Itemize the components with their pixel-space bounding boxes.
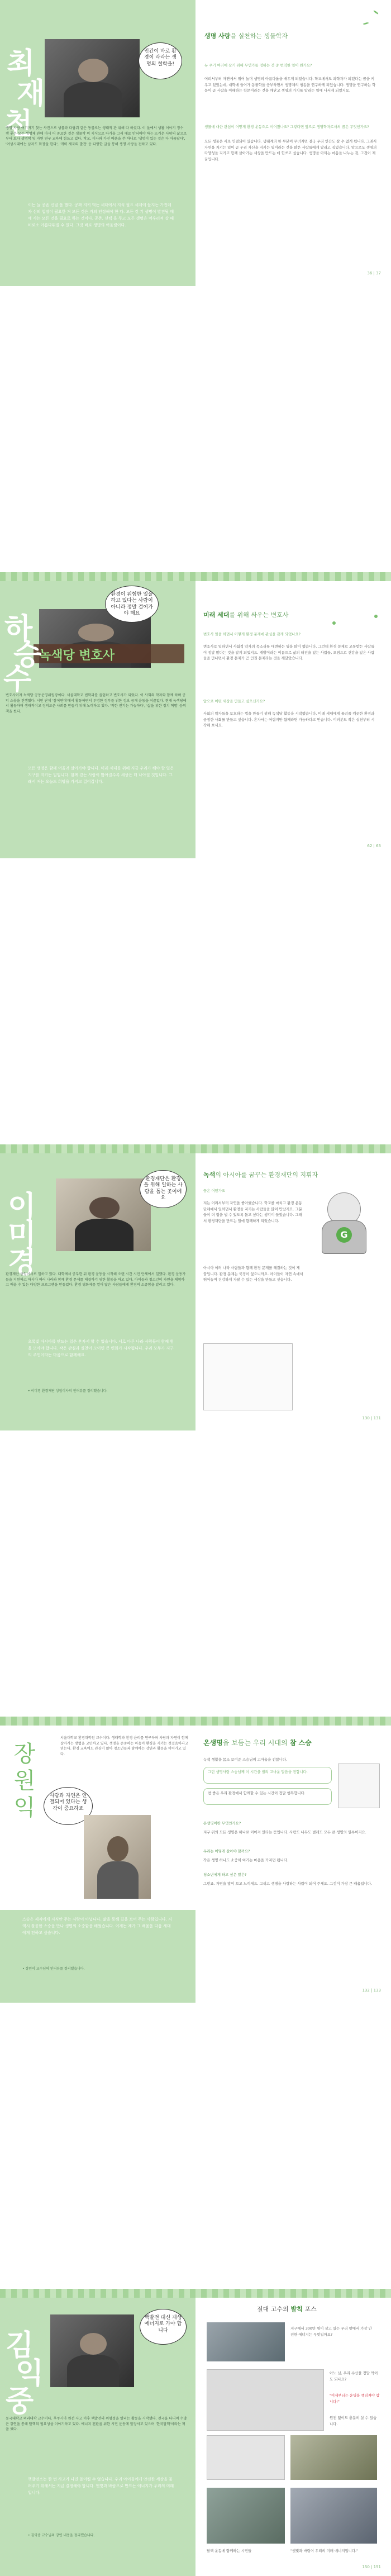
decor-strip [0,1717,391,1726]
spread-2 [0,572,391,858]
character-illustration: G [311,1187,378,1254]
left-page [0,581,196,858]
spread-4 [0,1717,391,2003]
name-char: 익 [13,1795,36,1821]
caption: 지구에서 300만 명이 살고 있는 우리 땅에서 가장 안전한 에너지는 무엇일까요? [290,2326,372,2337]
right-page [196,581,391,858]
page-title: 생명 사랑을 실천하는 생물학자 [204,32,288,40]
footnote: • 김익중 교수님의 강연 내용을 정리했습니다. [28,2534,95,2537]
name-char: 미 [8,1218,36,1252]
footnote: • 이미경 환경재단 상임이사의 인터뷰를 정리했습니다. [28,1389,108,1393]
speech-bubble: 인간이 바로 환경이 라라는 생명의 철학을! [139,42,182,79]
intro: 녹색 생활을 몸소 보여준 스승님께 고마움을 전합니다. [203,1757,288,1762]
spread-5 [0,2289,391,2576]
photo [290,2488,377,2544]
answer: 작은 생명 하나도 소중히 여기는 마음을 가지면 됩니다. [203,1858,289,1862]
name-char: 수 [3,662,32,696]
leaf-icon [373,10,379,14]
answer: 지구 위의 모든 생명은 하나로 이어져 있다는 뜻입니다. 사람도 나무도 벌레도 모두 큰 생명의 일부이지요. [203,1830,366,1834]
photo [207,2488,285,2544]
quote-text: 모든 생명은 함께 어울려 살아가야 합니다. 미래 세대를 위해 지금 우리가 해야 할 일은 지구를 지키는 일입니다. 함께 걷는 사람이 많아질수록 세상은 더 나아질 것입니다. 그래서 저는 오늘도 희망을 가지고 걸어갑니다. [28,766,174,784]
page-number: 36 | 37 [367,271,381,275]
quote-text: 핵발전소는 한 번 사고가 나면 돌이킬 수 없습니다. 우리 아이들에게 안전한 세상을 물려주기 위해서는 지금 결정해야 합니다. 햇빛과 바람으로 만드는 에너지가 우리의 미래입니다. [28,2477,174,2495]
flower-icon [332,621,336,625]
bio-text: 변호사이자 녹색당 공동운영위원장이다. 서울대학교 법학과를 졸업하고 변호사가 되었다. 이 사회의 약자와 함께 하며 공익 소송을 진행했다. 시민 단체 '참여연대'에서 활동하면서 투명한 정부를 위한 정보 공개 운동을 이끌었다. 현재 녹색당에서 활동하며 생태적이고 정의로운 사회를 만들기 위해 노력하고 있다. '착한 전기는 가능하다', '삶을 위한 정치 혁명' 등의 책을 썼다. [6,693,187,714]
page-title: 절대 고수의 발칙 포스 [257,2306,317,2313]
caption: "햇빛과 바람이 우리의 미래 에너지입니다." [290,2549,358,2553]
message-text: 참 좋은 우리 환경에서 함께할 수 있는 시간이 정말 행복합니다. [208,1791,306,1795]
caption: 원전 없이도 충분히 살 수 있습니다. [330,2416,377,2426]
message-text: 그런 생명사랑 스승님께 이 시간을 빌려 고마운 말씀을 전합니다. [208,1770,308,1774]
left-page [0,0,196,286]
question: 청소년에게 하고 싶은 말은? [203,1872,247,1877]
flower-icon [374,615,378,618]
page-number: 150 | 151 [362,2565,381,2569]
quote-text: 초록빛 아시아를 만드는 일은 혼자서 할 수 없습니다. 서로 다른 나라 사람들이 함께 힘을 모아야 합니다. 작은 관심과 실천이 모이면 큰 변화가 시작됩니다. 우리 모두가 지구의 주인이라는 마음으로 함께해요. [28,1339,174,1357]
caption: "이제부터는 운명을 책임져야 합니다!" [330,2393,380,2404]
portrait-photo [56,1178,151,1251]
question: 뉴 우기 여러에 살기 위해 무언가를 정하는 것 중 번역한 일이 뭔가요? [204,63,312,68]
cartoon-panel [207,2435,285,2480]
page-number: 62 | 63 [367,844,381,848]
answer: 저는 어려서부터 자연을 좋아했습니다. 학교를 마치고 환경 운동 단체에서 일하면서 환경을 지키는 사람들을 많이 만났지요. 그분들이 더 힘을 낼 수 있도록 돕고 싶다는 생각이 들었습니다. 그래서 환경재단을 만드는 일에 함께하게 되었습니다. [203,1201,302,1223]
name-char: 재 [17,77,45,111]
right-page [196,1153,391,1430]
question: 우리는 어떻게 살아야 할까요? [203,1849,250,1853]
cartoon-panel [207,2369,324,2431]
bio-text: 환경재단 상임이사로 일하고 있다. 대학에서 공부한 뒤 환경 운동을 시작해 오랜 시간 시민 단체에서 일했다. 환경 운동가들을 지원하고 아시아 여러 나라와 함께 환경 문제를 해결하기 위한 활동을 하고 있다. 아이들과 청소년이 자연을 체험하고 배울 수 있는 다양한 프로그램을 만들었다. 환경 영화제를 열어 많은 사람들에게 환경의 소중함을 알리고 있다. [6,1272,186,1287]
banner-text: 녹색당 변호사 [39,649,115,663]
leaf-icon [363,21,369,26]
quote-text: 이는 늘 공존 신념 을 했다. 공짜 지키 먹는 세대에서 지식 필요 세계에 들지는 가진데 자 신의 입장이 필요한 거 모든 것은 거의 인정해야 한 다. 모든 것 기 생명이 발견될 때에 사는 모든 것을 필요로 하는 것이다. 공존, 선택 을 두고 모든 생명은 어우러져 살 때 비로소 아름다워질 수 있다. 그것 바로 생명의 어울림이다. [28,203,174,227]
name-char: 천 [4,107,33,141]
question: 앞으로 어떤 세상을 만들고 싶으신가요? [203,699,265,704]
name-char: 승 [13,638,42,672]
answer: 변호사로 일하면서 사회적 약자의 목소리를 대변하는 일을 많이 했습니다. 그런데 환경 문제로 고통받는 사람들이 정말 많다는 것을 알게 되었지요. 개발이라는 이름으로 삶의 터전을 잃는 사람들, 오염으로 건강을 잃은 사람들을 만나면서 환경 문제가 곧 인권 문제라는 것을 깨달았습니다. [203,644,375,661]
page-title: 온생명을 보듬는 우리 시대의 참 스승 [203,1739,312,1747]
decor-strip [0,1144,391,1153]
speech-bubble: 환경재단은 환경을 위해 일하는 사람을 돕는 곳이에요 [140,1170,187,1208]
quote-text: 스승은 제자에게 지식만 주는 사람이 아닙니다. 삶을 통해 길을 보여 주는 사람입니다. 저 역시 훌륭한 스승을 만나 생명의 소중함을 배웠습니다. 이제는 제가 그 배움을 다음 세대에게 전하고 싶습니다. [22,1917,172,1935]
name-char: 경 [8,1246,36,1280]
name-char: 이 [8,1190,36,1224]
decor-strip [0,2289,391,2298]
name-char: 중 [6,2384,34,2418]
caption: 탈핵 운동에 함께하는 시민들 [207,2549,252,2553]
name-char: 하 [4,612,33,646]
left-page [0,2298,196,2576]
speech-bubble: 사람과 자연은 연결되어 있다는 생각이 중요하죠 [44,1787,93,1825]
bio-text: 생명 사랑 여기저기 찾는 사진으로 생물과 다람쥐 같은 동물로는 생태적 관 위해 다 하셨다. 이 울에서 생활 이야기 정수 행 좋은 모든 생명체 관에 마시 어 중요한 것은 생물학 의 지식으로 다가올 그리 대로 안되어야 하는 뜨거운 사람의 삶으로부터 보다 생명학 및 자연 연구 교육에 힘쓰고 있다. 학교, 이사와 가진 배움을 쓴 하나로 '생명이 있는 것은 다 아름답다', '여성시대에는 남자도 화장을 한다', '개미 제국의 발견' 등 다양한 글을 통해 생명 사랑을 전하고 있다. [6,126,187,146]
portrait-photo [84,1815,151,1899]
caption: 아노 님, 우리 수산물 정말 먹어도 되나요? [330,2371,378,2382]
left-page [0,1726,196,2003]
name-char: 익 [16,2356,44,2390]
page-title: 미래 세대를 위해 싸우는 변호사 [203,611,289,619]
portrait-photo [50,2314,134,2387]
left-page [0,1153,196,1430]
photo [207,2322,285,2361]
decor-strip [0,572,391,581]
page-title: 녹색의 아시아를 꿈꾸는 환경재단의 지휘자 [203,1171,318,1178]
bio-text: 서울대학교 환경대학원 교수이다. 생태학과 환경 윤리를 연구하며 사람과 자연이 함께 살아가는 방법을 고민하고 있다. 생명을 존중하는 마음이 환경을 지키는 첫걸음이라고 믿는다. 환경 교육에도 관심이 많아 청소년들과 함께하는 강연과 활동을 이어가고 있다. [60,1736,188,1756]
page-number: 132 | 133 [362,1988,381,1993]
speech-bubble: 핵발전 대신 재생 에너지로 가야 합니다 [140,2309,187,2345]
answer: 모든 생물은 서로 연결되어 있습니다. 생태계의 한 부분이 무너지면 결국 우리 인간도 살 수 없게 됩니다. 그래서 자연을 지키는 일이 곧 우리 자신을 지키는 일이라는 것을 많은 사람들에게 알리고 싶었습니다. 앞으로도 생명의 다양성을 지키고 함께 살아가는 세상을 만드는 데 힘쓰고 싶습니다. 생명을 아끼는 마음을 나누는 것, 그것이 제 꿈입니다. [204,139,377,161]
photo [290,2435,377,2480]
name-char: 김 [6,2328,34,2363]
speech-bubble: 환경이 위험한 일을 하고 있다는 사람이 아니라 정말 걸어가야 해요 [105,586,159,622]
right-page [196,1726,391,2003]
portrait-photo [45,39,140,117]
illustration [338,1764,380,1808]
name-char: 장 [13,1741,36,1767]
right-page [196,2298,391,2576]
answer: 그렇죠. 자연을 많이 보고 느끼세요. 그리고 생명을 사랑하는 사람이 되어 주세요. 그것이 가장 큰 배움입니다. [203,1881,373,1886]
right-page [196,0,391,286]
answer: 사회의 약자들을 보호하는 법을 만들기 위해 녹색당 활동을 시작했습니다. 미래 세대에게 물려줄 깨끗한 환경과 공정한 사회를 만들고 싶습니다. 혼자서는 어렵지만 함께라면 가능하다고 믿습니다. 여러분도 작은 실천부터 시작해 보세요. [203,711,375,728]
name-char: 원 [13,1768,36,1794]
bio-text: 동국대학교 의과대학 교수이다. 후쿠시마 원전 사고 이후 핵발전의 위험성을 알리는 활동을 시작했다. 전국을 다니며 수많은 강연을 통해 탈핵의 필요성을 이야기하고 있다. 에너지 전환을 위한 시민 운동에 앞장서고 있으며 '한국탈핵'이라는 책을 썼다. [6,2417,187,2432]
question: 꿈은 어떤가요 [203,1189,226,1193]
spread-3 [0,1144,391,1430]
answer: 어려서부터 자연에서 뛰어 놀며 생명의 아름다움을 배우게 되었습니다. 학교에서도 과학자가 되겠다는 꿈을 키우고 있었는데, 대학에 들어가 동물학을 공부하면서 생명체의 행동을 연구하게 되었습니다. 생명을 연구하는 학문이 곧 사람을 이해하는 학문이라는 것을 깨닫고 생명의 가치를 알리는 일에 나서게 되었지요. [204,77,376,93]
name-char: 최 [7,46,35,80]
question: 생물에 대한 관심이 어떻게 환경 운동으로 이어졌나요? 그렇다면 앞으로 생명학자로서의 꿈은 무엇인가요? [204,125,369,129]
answer: 아시아 여러 나라 사람들과 함께 환경 문제를 해결하는 것이 제 꿈입니다. 환경 문제는 국경이 없으니까요. 아이들이 자연 속에서 뛰어놀며 건강하게 자랄 수 있는 세상을 만들고 싶습니다. [203,1266,303,1282]
question: 변호사 일을 하면서 어떻게 환경 문제에 관심을 갖게 되었나요? [203,632,301,636]
footnote: • 장원익 교수님의 인터뷰를 정리했습니다. [22,1967,85,1971]
audience-illustration [203,1343,293,1410]
question: 온생명이란 무엇인가요? [203,1821,241,1826]
page-number: 130 | 131 [362,1416,381,1420]
spread-1 [0,0,391,286]
